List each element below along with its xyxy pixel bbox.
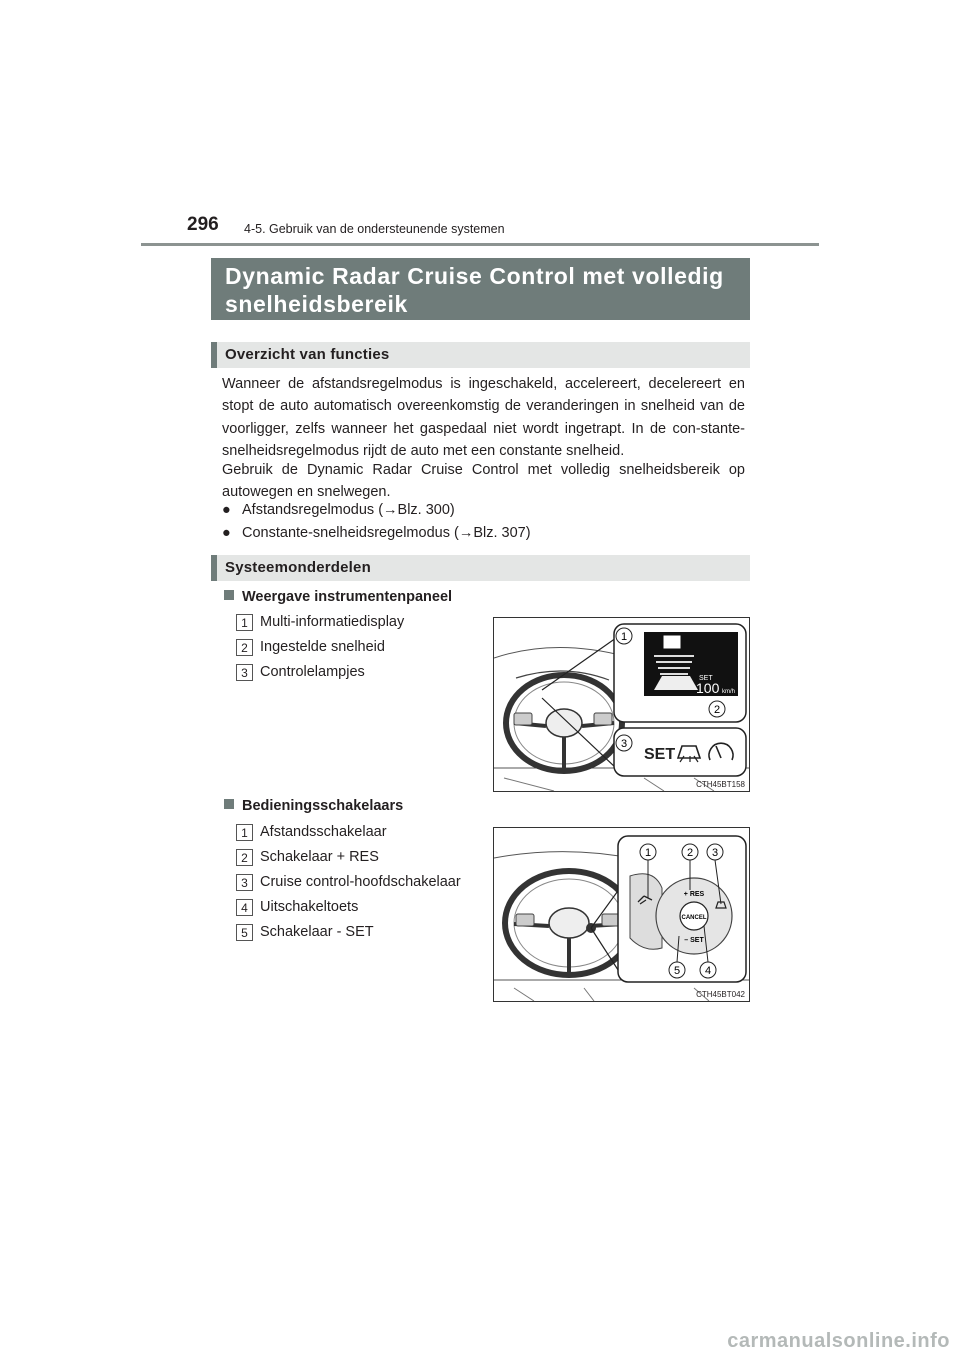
svg-text:4: 4	[704, 965, 712, 977]
set-indicator-text: SET	[644, 746, 676, 763]
res-switch-label: + RES	[683, 891, 705, 898]
set-switch-label: – SET	[684, 937, 704, 944]
instrument-panel-figure	[493, 617, 750, 792]
item-number-badge: 3	[236, 874, 253, 891]
svg-text:2: 2	[713, 704, 721, 716]
item-number-badge: 3	[236, 664, 253, 681]
bullet-item-distance-mode	[222, 499, 455, 521]
display-subheading	[224, 589, 452, 605]
item-number-badge: 4	[236, 899, 253, 916]
callout-1	[640, 844, 656, 860]
switch-item-1	[236, 824, 387, 846]
switch-item-2	[236, 849, 379, 871]
instrument-panel-illustration	[494, 618, 749, 791]
bullet-dot-icon: ●	[222, 525, 231, 541]
switch-item-label: Afstandsschakelaar	[260, 824, 387, 840]
callout-1	[616, 628, 632, 644]
switch-item-label: Schakelaar - SET	[260, 924, 374, 940]
switch-item-label: Schakelaar + RES	[260, 849, 379, 865]
figure-code: CTH45BT158	[696, 780, 745, 789]
watermark: carmanualsonline.info	[727, 1330, 950, 1352]
item-number-badge: 2	[236, 849, 253, 866]
callout-2	[682, 844, 698, 860]
switch-item-label: Cruise control-hoofdschakelaar	[260, 874, 461, 890]
bullet-link-distance-mode[interactable]: Afstandsregelmodus (→Blz. 300)	[242, 502, 455, 518]
switches-illustration	[494, 828, 749, 1001]
switch-item-5	[236, 924, 374, 946]
svg-text:1: 1	[644, 847, 652, 859]
display-item-label: Multi-informatiedisplay	[260, 614, 405, 630]
callout-4	[700, 962, 716, 978]
item-number-badge: 1	[236, 614, 253, 631]
display-item-label: Controlelampjes	[260, 664, 365, 680]
section-label: 4-5. Gebruik van de ondersteunende systemen	[244, 222, 505, 236]
switch-item-label: Uitschakeltoets	[260, 899, 359, 915]
item-number-badge: 1	[236, 824, 253, 841]
svg-text:5: 5	[673, 965, 681, 977]
item-number-badge: 2	[236, 639, 253, 656]
bullet-link-constant-speed-mode[interactable]: Constante-snelheidsregelmodus (→Blz. 307)	[242, 525, 531, 541]
square-marker-icon	[224, 590, 234, 600]
svg-text:1: 1	[620, 631, 628, 643]
components-heading: Systeemonderdelen	[211, 555, 750, 581]
set-speed-value: 100	[696, 680, 720, 696]
overview-heading: Overzicht van functies	[211, 342, 750, 368]
set-small-label: SET	[699, 675, 713, 682]
header-rule	[141, 243, 819, 246]
cancel-button-label: CANCEL	[681, 915, 707, 921]
callout-3	[707, 844, 723, 860]
switches-figure	[493, 827, 750, 1002]
display-subheading-text: Weergave instrumentenpaneel	[242, 589, 453, 605]
overview-paragraph-2: Gebruik de Dynamic Radar Cruise Control met volledig snelheidsbereik op autowegen en snelwegen.	[222, 462, 745, 501]
set-speed-unit: km/h	[722, 689, 736, 695]
switch-item-4	[236, 899, 358, 921]
display-item-1	[236, 614, 404, 636]
page-number: 296	[187, 214, 219, 235]
bullet-item-constant-speed-mode	[222, 522, 531, 544]
callout-2	[709, 701, 725, 717]
item-number-badge: 5	[236, 924, 253, 941]
callout-5	[669, 962, 685, 978]
page-title: Dynamic Radar Cruise Control met volledig snelheidsbereik	[211, 258, 750, 320]
switch-item-3	[236, 874, 461, 896]
svg-text:2: 2	[686, 847, 694, 859]
svg-text:3: 3	[620, 738, 628, 750]
steering-wheel-icon	[505, 871, 633, 976]
svg-text:3: 3	[711, 847, 719, 859]
switches-subheading	[224, 798, 403, 814]
square-marker-icon	[224, 799, 234, 809]
overview-paragraph-1: Wanneer de afstandsregelmodus is ingeschakeld, accelereert, decelereert en stopt de auto automatisch overeenkomstig de veranderingen in snelheid van de voorligger, zelfs wanneer het gaspedaal niet wordt ingetrapt. In de con-stante-snelheidsregelmodus rijdt de auto met een constante snelheid.	[222, 376, 745, 460]
display-item-3	[236, 664, 365, 686]
callout-3	[616, 735, 632, 751]
switches-subheading-text: Bedieningsschakelaars	[242, 798, 404, 814]
display-item-2	[236, 639, 385, 661]
figure-code: CTH45BT042	[696, 990, 745, 999]
display-item-label: Ingestelde snelheid	[260, 639, 385, 655]
bullet-dot-icon: ●	[222, 502, 231, 518]
